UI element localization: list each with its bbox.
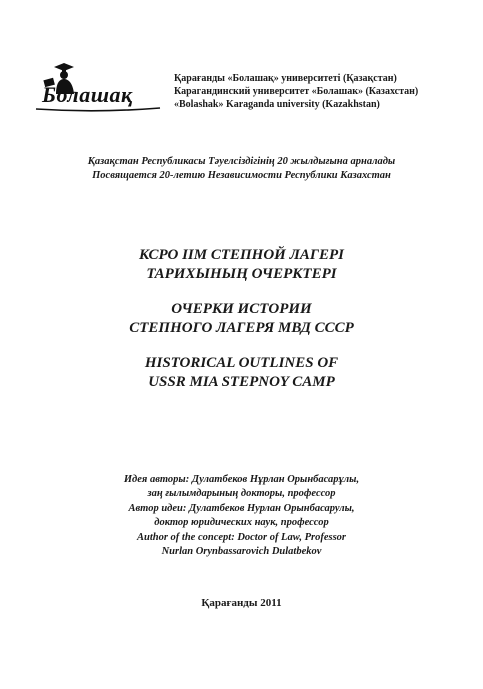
- author-line: Nurlan Orynbassarovich Dulatbekov: [161, 546, 322, 558]
- title-en-line-1: HISTORICAL OUTLINES OF: [144, 355, 339, 371]
- author-line: Автор идеи: Дулатбеков Нурлан Орынбасарулы,: [128, 502, 355, 514]
- title-kz: [0, 246, 483, 284]
- university-names: [174, 72, 418, 111]
- university-name-kz: Қарағанды «Болашақ» университеті (Қазақстан): [174, 73, 397, 84]
- dedication: [0, 155, 483, 183]
- university-name-en: «Bolashak» Karaganda university (Kazakhstan): [174, 99, 380, 110]
- title-kz-line-1: КСРО ІІМ СТЕПНОЙ ЛАГЕРІ: [139, 247, 344, 263]
- university-name-ru: Карагандинский университет «Болашак» (Казахстан): [174, 86, 419, 97]
- title-ru-line-1: ОЧЕРКИ ИСТОРИИ: [171, 301, 312, 317]
- dedication-ru: Посвящается 20-летию Независимости Республики Казахстан: [92, 170, 391, 181]
- title-en: [0, 354, 483, 392]
- logo-underline-icon: [34, 106, 162, 112]
- author-line: Author of the concept: Doctor of Law, Professor: [136, 531, 347, 543]
- logo-wordmark: Болашақ: [42, 82, 133, 107]
- author-line: доктор юридических наук, профессор: [154, 517, 329, 529]
- author-line: Идея авторы: Дулатбеков Нұрлан Орынбасарұлы,: [123, 474, 360, 485]
- dedication-kz: Қазақстан Республикасы Тәуелсіздігінің 20 жылдығына арналады: [87, 156, 396, 167]
- author-line: заң ғылымдарының докторы, профессор: [147, 488, 336, 500]
- imprint-city-year: Қарағанды 2011: [201, 597, 282, 609]
- title-kz-line-2: ТАРИХЫНЫҢ ОЧЕРКТЕРІ: [146, 266, 337, 282]
- title-ru-line-2: СТЕПНОГО ЛАГЕРЯ МВД СССР: [129, 320, 354, 336]
- author-credits: [0, 473, 483, 559]
- book-titles: [0, 246, 483, 408]
- bolashak-logo: [30, 62, 162, 112]
- title-en-line-2: USSR MIA STEPNOY CAMP: [148, 374, 335, 390]
- title-ru: [0, 300, 483, 338]
